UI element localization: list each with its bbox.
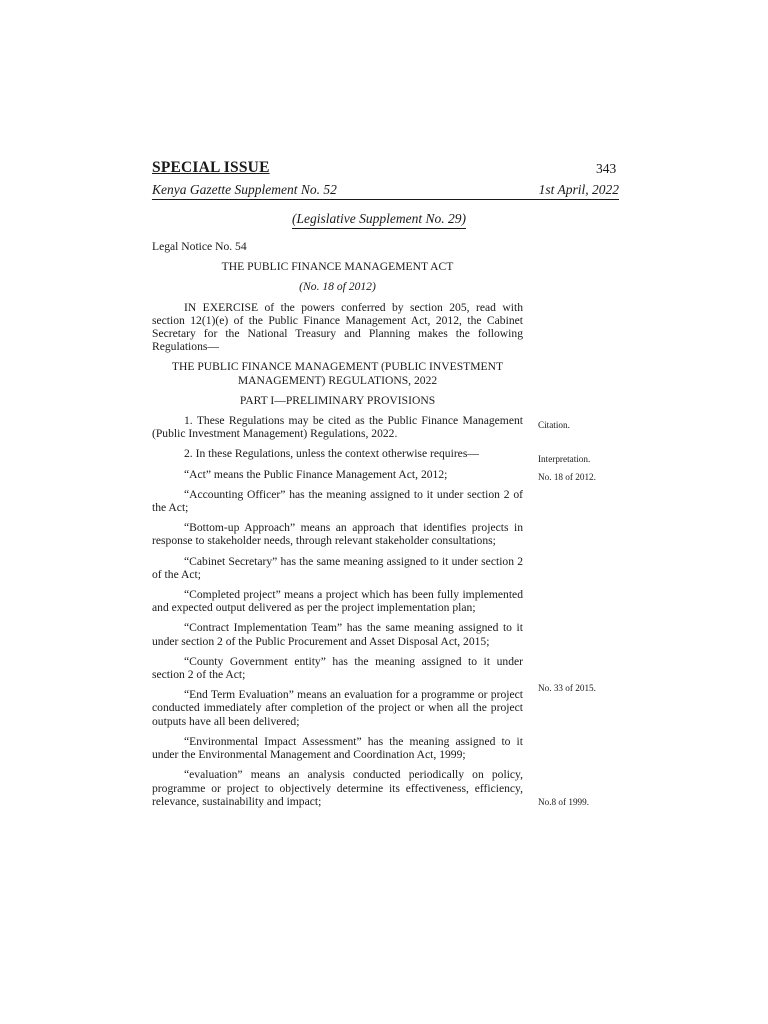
definition-evaluation: “evaluation” means an analysis conducted periodically on policy, programme or project to objectively determine its effectiveness, efficiency, relevance, sustainability and impact; xyxy=(152,768,523,808)
act-title: THE PUBLIC FINANCE MANAGEMENT ACT xyxy=(221,260,454,274)
margin-note-emca-ref: No.8 of 1999. xyxy=(538,797,590,807)
part-title: PART I—PRELIMINARY PROVISIONS xyxy=(239,393,436,407)
definition-environmental-impact-assessment: “Environmental Impact Assessment” has the meaning assigned to it under the Environmental Management and Coordination Act, 1999; xyxy=(152,734,523,762)
definition-completed-project: “Completed project” means a project which has been fully implemented and expected output delivered as per the project implementation plan; xyxy=(152,588,523,615)
definition-accounting-officer: “Accounting Officer” has the meaning assigned to it under section 2 of the Act; xyxy=(152,487,523,515)
margin-note-ppada-ref: No. 33 of 2015. xyxy=(538,683,596,693)
paragraph-interpretation: 2. In these Regulations, unless the context otherwise requires— xyxy=(184,447,479,461)
definition-end-term-evaluation: “End Term Evaluation” means an evaluation for a programme or project conducted immediately after completion of the project or when all the project outputs have all been delivered; xyxy=(152,688,523,728)
definition-county-government-entity: “County Government entity” has the meaning assigned to it under section 2 of the Act; xyxy=(152,654,523,682)
margin-note-citation: Citation. xyxy=(538,420,570,430)
legal-notice-label: Legal Notice No. 54 xyxy=(152,240,247,253)
margin-note-act-ref: No. 18 of 2012. xyxy=(538,472,596,482)
margin-note-interpretation: Interpretation. xyxy=(538,454,591,464)
special-issue-heading: SPECIAL ISSUE xyxy=(152,159,270,176)
definition-act: “Act” means the Public Finance Management Act, 2012; xyxy=(184,467,448,481)
definition-contract-implementation-team: “Contract Implementation Team” has the same meaning assigned to it under section 2 of the Public Procurement and Asset Disposal Act, 2015; xyxy=(152,621,523,648)
preamble: IN EXERCISE of the powers conferred by section 205, read with section 12(1)(e) of the Public Finance Management Act, 2012, the Cabinet Secretary for the National Treasury and Planning makes the following Regulations— xyxy=(152,300,523,354)
paragraph-citation: 1. These Regulations may be cited as the Public Finance Management (Public Investment Management) Regulations, 2022. xyxy=(152,414,523,441)
body-column xyxy=(152,240,523,815)
legislative-supplement: (Legislative Supplement No. 29) xyxy=(292,211,466,229)
definition-cabinet-secretary: “Cabinet Secretary” has the same meaning assigned to it under section 2 of the Act; xyxy=(152,554,523,581)
act-number: (No. 18 of 2012) xyxy=(299,280,376,294)
page-number: 343 xyxy=(596,161,617,176)
issue-date: 1st April, 2022 xyxy=(538,182,619,197)
definition-bottom-up-approach: “Bottom-up Approach” means an approach that identifies projects in response to stakeholder needs, through relevant stakeholder consultations; xyxy=(152,521,523,548)
supplement-title: Kenya Gazette Supplement No. 52 xyxy=(152,182,337,197)
regulations-title: THE PUBLIC FINANCE MANAGEMENT (PUBLIC INVESTMENT MANAGEMENT) REGULATIONS, 2022 xyxy=(171,360,504,387)
supplement-header-row xyxy=(152,182,619,200)
